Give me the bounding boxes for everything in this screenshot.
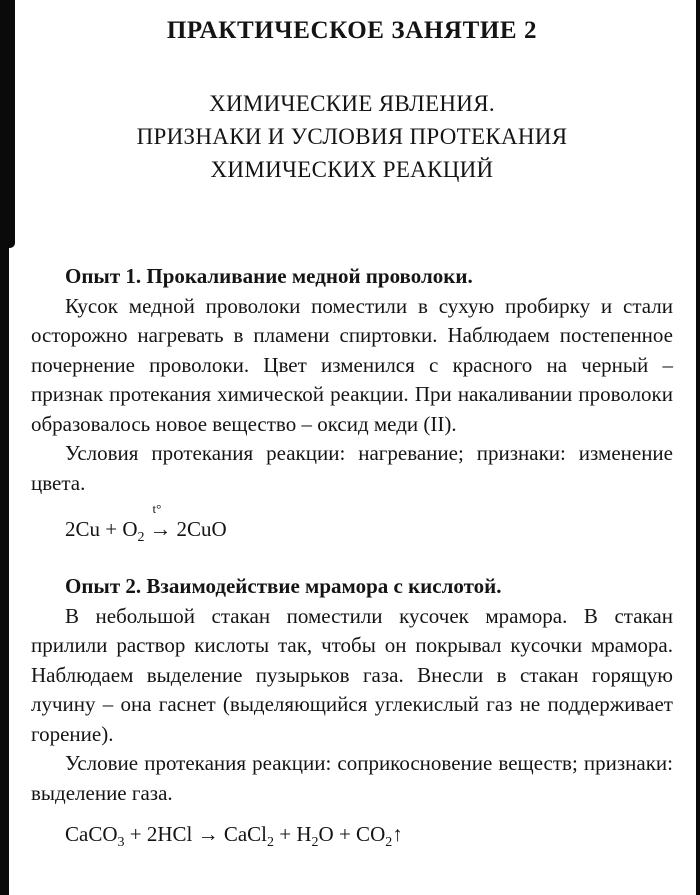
equation-copper-oxidation [65, 501, 673, 546]
reaction-condition-label: t° [152, 501, 162, 516]
experiment1-heading: Опыт 1. Прокаливание медной проволоки. [65, 264, 473, 288]
equation-subscript: 2 [311, 835, 319, 851]
experiment1-paragraph-1: Кусок медной проволоки поместили в сухую пробирку и стали осторожно нагревать в пламени спиртовки. Наблюдаем постепенное почернение проволоки. Цвет изменился с красного на черный – признак протекания химической реакции. При накаливании проволоки образовалось новое вещество – оксид меди (II). [31, 293, 673, 436]
subtitle-line-1: ХИМИЧЕСКИЕ ЯВЛЕНИЯ. [209, 91, 495, 116]
equation-fragment: O + CO [318, 822, 386, 846]
page-subtitle [31, 87, 673, 186]
equation-fragment: CaCO [65, 822, 118, 846]
equation-subscript: 2 [267, 835, 275, 851]
experiment1-paragraph-2: Условия протекания реакции: нагревание; признаки: изменение цвета. [31, 441, 673, 495]
subtitle-line-3: ХИМИЧЕСКИХ РЕАКЦИЙ [210, 157, 494, 182]
subtitle-line-2: ПРИЗНАКИ И УСЛОВИЯ ПРОТЕКАНИЯ [136, 124, 568, 149]
scan-artifact-right-edge [696, 0, 700, 895]
equation-rhs: 2CuO [176, 517, 227, 541]
equation-subscript: 2 [385, 835, 393, 851]
equation-lhs: 2Cu + O [65, 517, 138, 541]
experiment2-paragraph-1: В небольшой стакан поместили кусочек мрамора. В стакан прилили раствор кислоты так, чтобы он покрывал кусочки мрамора. Наблюдаем выделение пузырьков газа. Внесли в стакан горящую лучину – она гаснет (выделяющийся углекислый газ не поддерживает горение). [31, 603, 673, 746]
reaction-arrow [149, 501, 172, 542]
experiment2-heading: Опыт 2. Взаимодействие мрамора с кислотой. [65, 574, 502, 598]
arrow-icon: → [149, 516, 172, 541]
scan-artifact-left-top [0, 0, 15, 248]
equation-fragment: + H [274, 822, 312, 846]
document-page [31, 0, 673, 851]
experiment2-paragraph-2: Условие протекания реакции: соприкосновение веществ; признаки: выделение газа. [31, 751, 673, 805]
equation-subscript: 2 [137, 530, 145, 546]
equation-marble-acid [65, 822, 673, 851]
gas-up-arrow-icon: ↑ [392, 822, 403, 846]
equation-fragment: + 2HCl → CaCl [124, 822, 268, 846]
document-body [31, 262, 673, 851]
page-title: ПРАКТИЧЕСКОЕ ЗАНЯТИЕ 2 [166, 17, 538, 44]
equation-subscript: 3 [117, 835, 125, 851]
